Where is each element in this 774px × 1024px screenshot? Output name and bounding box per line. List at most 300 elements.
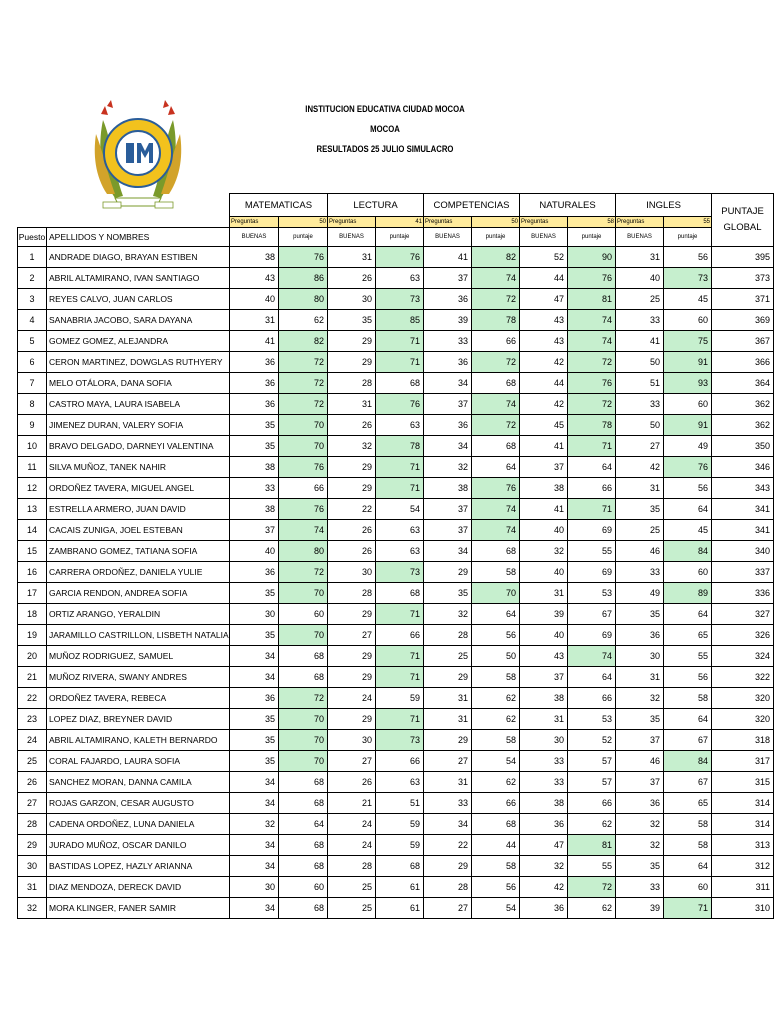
buenas-cell: 30 [230, 877, 279, 898]
student-name-cell: MELO OTÁLORA, DANA SOFIA [47, 373, 230, 394]
rank-cell: 10 [18, 436, 47, 457]
puntaje-cell: 76 [279, 247, 328, 268]
puntaje-cell: 62 [568, 814, 616, 835]
buenas-cell: 37 [424, 520, 472, 541]
table-row [18, 793, 774, 814]
global-score-cell: 337 [712, 562, 774, 583]
puntaje-cell: 57 [568, 772, 616, 793]
buenas-cell: 29 [328, 352, 376, 373]
buenas-cell: 33 [424, 793, 472, 814]
buenas-cell: 34 [230, 772, 279, 793]
puntaje-cell: 62 [568, 898, 616, 919]
puntaje-cell: 74 [472, 499, 520, 520]
puntaje-cell: 68 [376, 583, 424, 604]
puntaje-cell: 76 [376, 247, 424, 268]
buenas-cell: 38 [520, 478, 568, 499]
global-score-cell: 322 [712, 667, 774, 688]
buenas-cell: 36 [520, 898, 568, 919]
puntaje-cell: 74 [472, 268, 520, 289]
student-name-cell: SANCHEZ MORAN, DANNA CAMILA [47, 772, 230, 793]
puntaje-cell: 52 [568, 730, 616, 751]
table-row [18, 520, 774, 541]
rank-cell: 24 [18, 730, 47, 751]
buenas-cell: 37 [520, 667, 568, 688]
puntaje-cell: 71 [376, 667, 424, 688]
puntaje-cell: 60 [664, 877, 712, 898]
puntaje-cell: 68 [472, 373, 520, 394]
buenas-cell: 38 [424, 478, 472, 499]
global-score-cell: 341 [712, 499, 774, 520]
puntaje-cell: 56 [664, 667, 712, 688]
buenas-cell: 41 [616, 331, 664, 352]
puntaje-cell: 61 [376, 877, 424, 898]
puntaje-cell: 70 [279, 583, 328, 604]
buenas-cell: 34 [230, 835, 279, 856]
puntaje-cell: 65 [664, 625, 712, 646]
puesto-header: Puesto [18, 228, 47, 247]
buenas-cell: 35 [230, 625, 279, 646]
results-table [17, 193, 774, 919]
buenas-cell: 33 [424, 331, 472, 352]
global-score-cell: 366 [712, 352, 774, 373]
puntaje-cell: 68 [472, 541, 520, 562]
buenas-cell: 36 [230, 562, 279, 583]
rank-cell: 1 [18, 247, 47, 268]
buenas-cell: 39 [616, 898, 664, 919]
table-row [18, 877, 774, 898]
buenas-cell: 34 [230, 793, 279, 814]
puntaje-cell: 76 [472, 478, 520, 499]
buenas-cell: 31 [424, 772, 472, 793]
buenas-cell: 33 [616, 562, 664, 583]
buenas-cell: 35 [616, 856, 664, 877]
buenas-cell: 32 [520, 541, 568, 562]
puntaje-cell: 91 [664, 352, 712, 373]
puntaje-cell: 76 [568, 268, 616, 289]
puntaje-cell: 68 [279, 793, 328, 814]
buenas-cell: 33 [616, 877, 664, 898]
puntaje-cell: 72 [279, 373, 328, 394]
buenas-cell: 30 [230, 604, 279, 625]
buenas-cell: 31 [424, 688, 472, 709]
buenas-cell: 40 [520, 562, 568, 583]
puntaje-cell: 70 [279, 625, 328, 646]
puntaje-cell: 89 [664, 583, 712, 604]
puntaje-cell: 66 [376, 625, 424, 646]
buenas-cell: 35 [328, 310, 376, 331]
student-name-cell: ABRIL ALTAMIRANO, IVAN SANTIAGO [47, 268, 230, 289]
rank-cell: 4 [18, 310, 47, 331]
puntaje-cell: 60 [279, 877, 328, 898]
institution-name: INSTITUCION EDUCATIVA CIUDAD MOCOA [305, 104, 465, 114]
puntaje-cell: 70 [472, 583, 520, 604]
puntaje-cell: 80 [279, 541, 328, 562]
column-header-row: Puesto APELLIDOS Y NOMBRES BUENAS puntaje BUENAS puntaje BUENAS puntaje BUENAS puntaje BUENAS puntaje [18, 228, 774, 247]
puntaje-cell: 61 [376, 898, 424, 919]
buenas-cell: 41 [230, 331, 279, 352]
buenas-cell: 29 [328, 478, 376, 499]
student-name-cell: ZAMBRANO GOMEZ, TATIANA SOFIA [47, 541, 230, 562]
table-row [18, 667, 774, 688]
student-name-cell: SANABRIA JACOBO, SARA DAYANA [47, 310, 230, 331]
buenas-cell: 30 [616, 646, 664, 667]
buenas-cell: 42 [616, 457, 664, 478]
buenas-cell: 26 [328, 268, 376, 289]
global-score-cell: 373 [712, 268, 774, 289]
rank-cell: 25 [18, 751, 47, 772]
puntaje-cell: 68 [472, 436, 520, 457]
puntaje-cell: 65 [664, 793, 712, 814]
buenas-cell: 29 [328, 604, 376, 625]
buenas-cell: 36 [230, 352, 279, 373]
buenas-cell: 21 [328, 793, 376, 814]
puntaje-cell: 81 [568, 835, 616, 856]
global-score-cell: 350 [712, 436, 774, 457]
student-name-cell: CORAL FAJARDO, LAURA SOFIA [47, 751, 230, 772]
rank-cell: 18 [18, 604, 47, 625]
table-row [18, 688, 774, 709]
student-name-cell: MUÑOZ RIVERA, SWANY ANDRES [47, 667, 230, 688]
puntaje-cell: 59 [376, 814, 424, 835]
buenas-cell: 40 [230, 541, 279, 562]
table-row [18, 856, 774, 877]
buenas-cell: 40 [520, 625, 568, 646]
puntaje-cell: 67 [568, 604, 616, 625]
rank-cell: 8 [18, 394, 47, 415]
puntaje-cell: 72 [472, 289, 520, 310]
table-row [18, 625, 774, 646]
table-row [18, 436, 774, 457]
global-score-cell: 318 [712, 730, 774, 751]
puntaje-cell: 72 [279, 688, 328, 709]
names-header: APELLIDOS Y NOMBRES [47, 228, 230, 247]
rank-cell: 28 [18, 814, 47, 835]
puntaje-cell: 66 [568, 478, 616, 499]
buenas-cell: 35 [616, 604, 664, 625]
buenas-cell: 29 [424, 856, 472, 877]
student-name-cell: CASTRO MAYA, LAURA ISABELA [47, 394, 230, 415]
global-score-cell: 315 [712, 772, 774, 793]
buenas-cell: 22 [424, 835, 472, 856]
buenas-cell: 36 [424, 289, 472, 310]
rank-cell: 12 [18, 478, 47, 499]
puntaje-cell: 62 [472, 688, 520, 709]
table-row [18, 289, 774, 310]
buenas-cell: 37 [520, 457, 568, 478]
buenas-cell: 35 [616, 709, 664, 730]
puntaje-cell: 70 [279, 436, 328, 457]
student-name-cell: BASTIDAS LOPEZ, HAZLY ARIANNA [47, 856, 230, 877]
buenas-cell: 35 [424, 583, 472, 604]
table-row [18, 457, 774, 478]
buenas-cell: 39 [520, 604, 568, 625]
puntaje-cell: 58 [472, 730, 520, 751]
buenas-cell: 31 [616, 478, 664, 499]
buenas-cell: 25 [424, 646, 472, 667]
student-name-cell: JIMENEZ DURAN, VALERY SOFIA [47, 415, 230, 436]
rank-cell: 31 [18, 877, 47, 898]
student-name-cell: REYES CALVO, JUAN CARLOS [47, 289, 230, 310]
puntaje-cell: 71 [376, 646, 424, 667]
buenas-cell: 28 [328, 583, 376, 604]
student-name-cell: CARRERA ORDOÑEZ, DANIELA YULIE [47, 562, 230, 583]
global-score-cell: 314 [712, 814, 774, 835]
buenas-cell: 31 [328, 247, 376, 268]
buenas-cell: 31 [520, 583, 568, 604]
buenas-cell: 30 [328, 730, 376, 751]
puntaje-cell: 59 [376, 835, 424, 856]
buenas-cell: 24 [328, 835, 376, 856]
puntaje-cell: 71 [568, 436, 616, 457]
buenas-cell: 29 [328, 667, 376, 688]
buenas-cell: 29 [424, 730, 472, 751]
buenas-cell: 35 [230, 730, 279, 751]
global-score-cell: 346 [712, 457, 774, 478]
buenas-cell: 27 [424, 898, 472, 919]
buenas-cell: 31 [424, 709, 472, 730]
buenas-cell: 30 [328, 562, 376, 583]
puntaje-cell: 76 [664, 457, 712, 478]
puntaje-cell: 60 [664, 562, 712, 583]
puntaje-cell: 67 [664, 772, 712, 793]
global-score-cell: 327 [712, 604, 774, 625]
rank-cell: 3 [18, 289, 47, 310]
puntaje-cell: 76 [279, 499, 328, 520]
rank-cell: 7 [18, 373, 47, 394]
buenas-cell: 29 [424, 667, 472, 688]
table-row [18, 751, 774, 772]
buenas-cell: 27 [328, 751, 376, 772]
buenas-cell: 38 [230, 247, 279, 268]
puntaje-cell: 71 [376, 352, 424, 373]
puntaje-cell: 74 [568, 310, 616, 331]
subject-ingles: INGLES [616, 194, 712, 217]
puntaje-cell: 72 [472, 352, 520, 373]
table-row [18, 772, 774, 793]
global-score-cell: 312 [712, 856, 774, 877]
global-score-cell: 314 [712, 793, 774, 814]
global-score-cell: 324 [712, 646, 774, 667]
puntaje-cell: 68 [279, 835, 328, 856]
student-name-cell: JURADO MUÑOZ, OSCAR DANILO [47, 835, 230, 856]
puntaje-cell: 72 [568, 877, 616, 898]
global-score-cell: 362 [712, 394, 774, 415]
buenas-cell: 32 [424, 457, 472, 478]
global-score-cell: 311 [712, 877, 774, 898]
puntaje-cell: 64 [664, 604, 712, 625]
puntaje-cell: 71 [376, 331, 424, 352]
student-name-cell: CERON MARTINEZ, DOWGLAS RUTHYERY [47, 352, 230, 373]
report-header [252, 99, 519, 159]
puntaje-cell: 49 [664, 436, 712, 457]
buenas-cell: 28 [424, 877, 472, 898]
table-row [18, 898, 774, 919]
buenas-cell: 30 [328, 289, 376, 310]
student-name-cell: DIAZ MENDOZA, DERECK DAVID [47, 877, 230, 898]
buenas-cell: 34 [424, 373, 472, 394]
buenas-cell: 36 [230, 394, 279, 415]
puntaje-cell: 63 [376, 415, 424, 436]
student-name-cell: MUÑOZ RODRIGUEZ, SAMUEL [47, 646, 230, 667]
puntaje-cell: 69 [568, 625, 616, 646]
puntaje-cell: 68 [376, 373, 424, 394]
puntaje-cell: 74 [568, 646, 616, 667]
puntaje-cell: 72 [568, 394, 616, 415]
buenas-cell: 32 [424, 604, 472, 625]
puntaje-cell: 53 [568, 709, 616, 730]
puntaje-cell: 66 [376, 751, 424, 772]
global-score-header: PUNTAJE GLOBAL [712, 194, 774, 247]
buenas-cell: 24 [328, 814, 376, 835]
buenas-cell: 38 [520, 793, 568, 814]
puntaje-cell: 64 [664, 856, 712, 877]
buenas-cell: 35 [230, 436, 279, 457]
buenas-cell: 33 [230, 478, 279, 499]
buenas-cell: 42 [520, 394, 568, 415]
table-row [18, 814, 774, 835]
buenas-cell: 43 [520, 646, 568, 667]
student-name-cell: ABRIL ALTAMIRANO, KALETH BERNARDO [47, 730, 230, 751]
rank-cell: 23 [18, 709, 47, 730]
buenas-cell: 46 [616, 541, 664, 562]
table-row [18, 709, 774, 730]
buenas-cell: 36 [616, 793, 664, 814]
puntaje-cell: 68 [279, 856, 328, 877]
puntaje-cell: 71 [376, 604, 424, 625]
buenas-cell: 32 [328, 436, 376, 457]
buenas-cell: 44 [520, 268, 568, 289]
rank-cell: 30 [18, 856, 47, 877]
student-name-cell: ANDRADE DIAGO, BRAYAN ESTIBEN [47, 247, 230, 268]
buenas-cell: 30 [520, 730, 568, 751]
puntaje-cell: 68 [472, 814, 520, 835]
student-name-cell: MORA KLINGER, FANER SAMIR [47, 898, 230, 919]
rank-cell: 16 [18, 562, 47, 583]
global-score-cell: 340 [712, 541, 774, 562]
buenas-cell: 29 [328, 457, 376, 478]
buenas-cell: 35 [230, 751, 279, 772]
buenas-cell: 46 [616, 751, 664, 772]
puntaje-cell: 68 [279, 667, 328, 688]
buenas-cell: 41 [520, 436, 568, 457]
buenas-cell: 28 [328, 373, 376, 394]
buenas-cell: 33 [616, 310, 664, 331]
puntaje-cell: 64 [472, 604, 520, 625]
puntaje-cell: 64 [664, 709, 712, 730]
puntaje-cell: 60 [664, 394, 712, 415]
buenas-cell: 29 [424, 562, 472, 583]
global-score-cell: 367 [712, 331, 774, 352]
puntaje-cell: 70 [279, 751, 328, 772]
rank-cell: 2 [18, 268, 47, 289]
buenas-cell: 50 [616, 415, 664, 436]
rank-cell: 6 [18, 352, 47, 373]
puntaje-cell: 62 [472, 772, 520, 793]
buenas-cell: 42 [520, 352, 568, 373]
puntaje-cell: 56 [664, 478, 712, 499]
buenas-cell: 28 [328, 856, 376, 877]
puntaje-cell: 57 [568, 751, 616, 772]
puntaje-cell: 84 [664, 541, 712, 562]
buenas-cell: 25 [616, 289, 664, 310]
rank-cell: 22 [18, 688, 47, 709]
puntaje-cell: 72 [568, 352, 616, 373]
city-name: MOCOA [370, 124, 400, 134]
puntaje-cell: 76 [279, 457, 328, 478]
puntaje-cell: 70 [279, 709, 328, 730]
global-score-cell: 343 [712, 478, 774, 499]
rank-cell: 32 [18, 898, 47, 919]
table-row [18, 415, 774, 436]
puntaje-cell: 71 [664, 898, 712, 919]
subject-lectura: LECTURA [328, 194, 424, 217]
puntaje-cell: 68 [279, 772, 328, 793]
buenas-cell: 52 [520, 247, 568, 268]
buenas-cell: 34 [230, 646, 279, 667]
buenas-cell: 31 [230, 310, 279, 331]
buenas-cell: 34 [230, 667, 279, 688]
puntaje-cell: 68 [376, 856, 424, 877]
rank-cell: 13 [18, 499, 47, 520]
student-name-cell: JARAMILLO CASTRILLON, LISBETH NATALIA [47, 625, 230, 646]
buenas-cell: 45 [520, 415, 568, 436]
puntaje-cell: 82 [279, 331, 328, 352]
buenas-cell: 42 [520, 877, 568, 898]
buenas-cell: 34 [424, 814, 472, 835]
rank-cell: 17 [18, 583, 47, 604]
buenas-cell: 34 [424, 541, 472, 562]
puntaje-cell: 90 [568, 247, 616, 268]
puntaje-cell: 78 [568, 415, 616, 436]
puntaje-cell: 75 [664, 331, 712, 352]
preguntas-row: Preguntas 50 Preguntas 41 Preguntas 50 Preguntas 58 Preguntas 55 [18, 217, 774, 228]
table-row [18, 310, 774, 331]
buenas-cell: 25 [328, 877, 376, 898]
puntaje-cell: 71 [568, 499, 616, 520]
puntaje-cell: 53 [568, 583, 616, 604]
puntaje-cell: 60 [664, 310, 712, 331]
puntaje-cell: 73 [376, 730, 424, 751]
buenas-cell: 31 [328, 394, 376, 415]
buenas-cell: 33 [520, 751, 568, 772]
puntaje-cell: 74 [472, 394, 520, 415]
student-name-cell: BRAVO DELGADO, DARNEYI VALENTINA [47, 436, 230, 457]
buenas-cell: 32 [230, 814, 279, 835]
buenas-cell: 34 [230, 856, 279, 877]
rank-cell: 5 [18, 331, 47, 352]
buenas-cell: 36 [520, 814, 568, 835]
student-name-cell: GARCIA RENDON, ANDREA SOFIA [47, 583, 230, 604]
student-name-cell: ORTIZ ARANGO, YERALDIN [47, 604, 230, 625]
puntaje-cell: 45 [664, 520, 712, 541]
buenas-cell: 26 [328, 415, 376, 436]
puntaje-cell: 58 [664, 814, 712, 835]
puntaje-cell: 71 [376, 478, 424, 499]
puntaje-cell: 70 [279, 415, 328, 436]
puntaje-cell: 69 [568, 562, 616, 583]
table-row [18, 478, 774, 499]
puntaje-cell: 68 [279, 646, 328, 667]
puntaje-cell: 64 [568, 667, 616, 688]
student-name-cell: CADENA ORDOÑEZ, LUNA DANIELA [47, 814, 230, 835]
buenas-cell: 24 [328, 688, 376, 709]
student-name-cell: ORDOÑEZ TAVERA, REBECA [47, 688, 230, 709]
puntaje-cell: 72 [279, 352, 328, 373]
puntaje-cell: 60 [279, 604, 328, 625]
buenas-cell: 37 [616, 772, 664, 793]
buenas-cell: 36 [616, 625, 664, 646]
puntaje-cell: 64 [568, 457, 616, 478]
